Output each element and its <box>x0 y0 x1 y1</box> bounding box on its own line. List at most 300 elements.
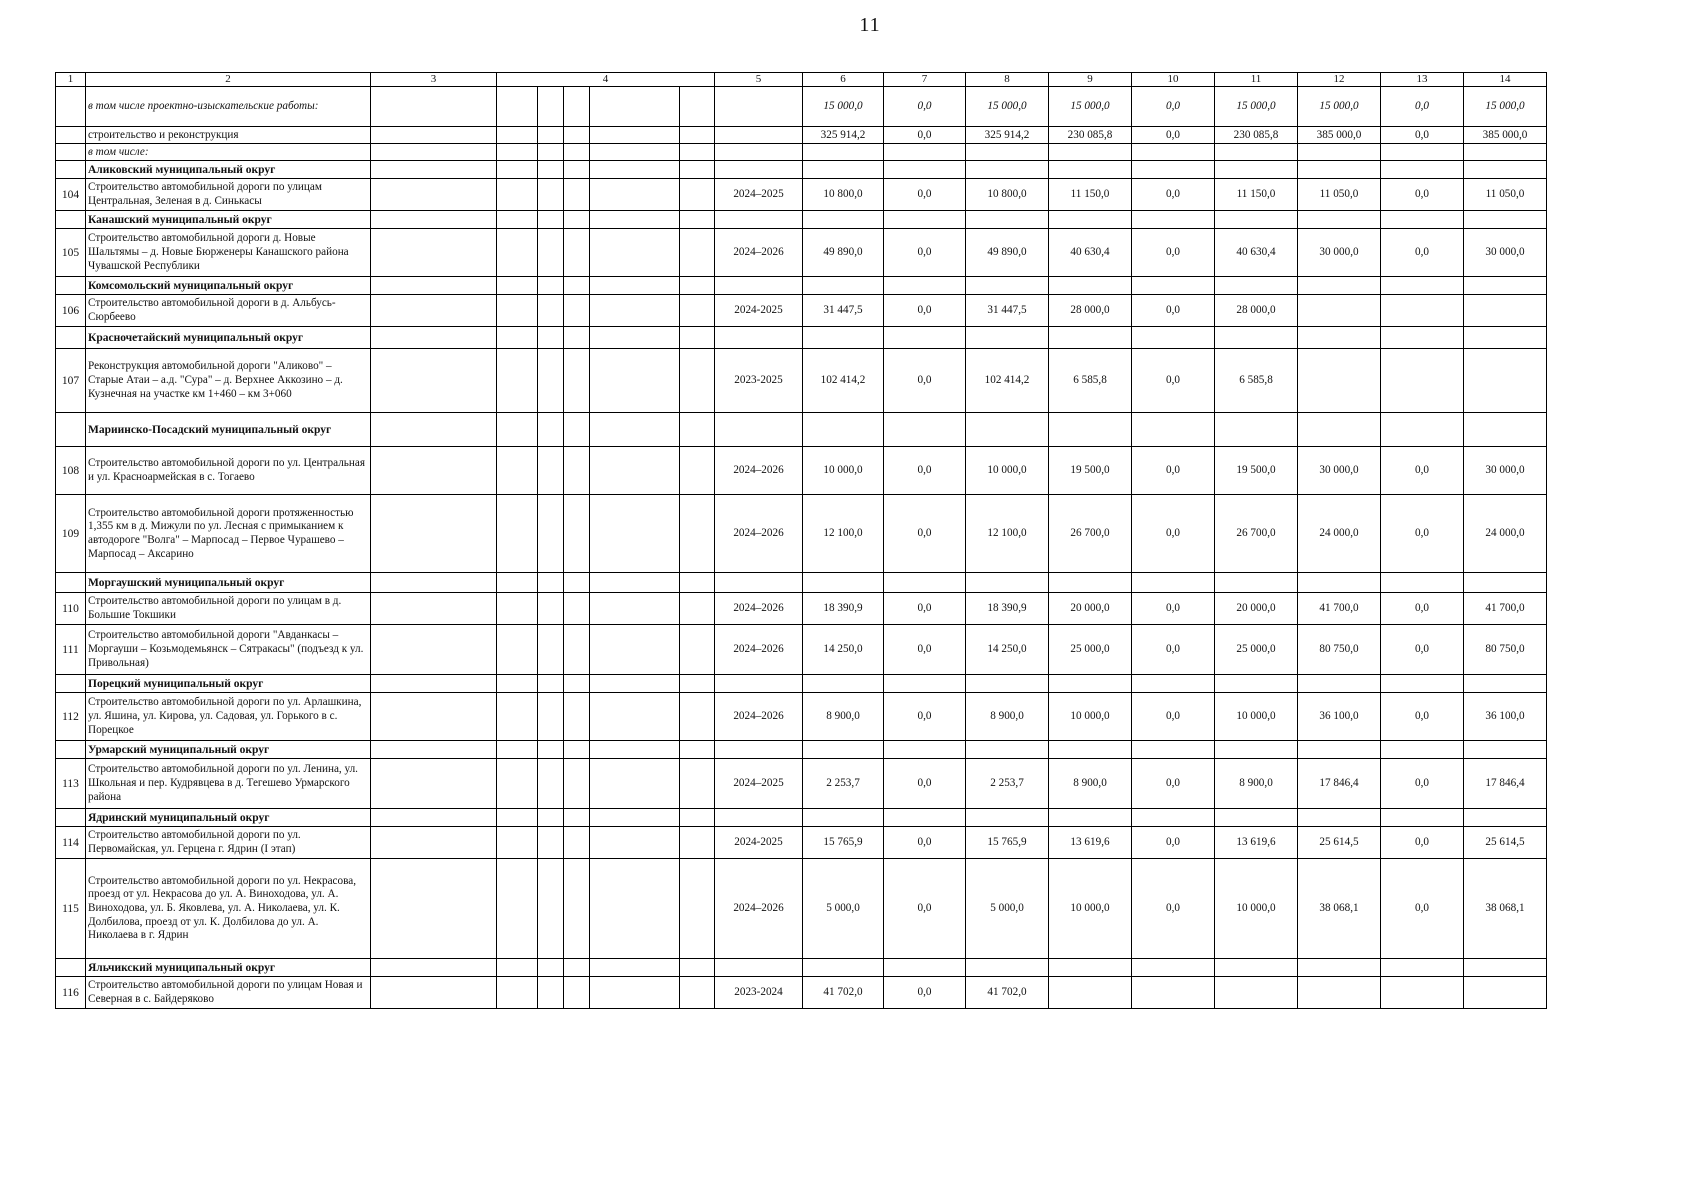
cell-col4 <box>564 675 590 693</box>
value-cell <box>1049 959 1132 977</box>
district-row <box>56 277 1547 295</box>
cell-col4 <box>680 295 715 327</box>
table-row <box>56 977 1547 1009</box>
cell-col4 <box>497 593 538 625</box>
value-cell <box>1132 144 1215 161</box>
value-cell <box>884 809 966 827</box>
cell-col4 <box>564 977 590 1009</box>
district-name: Аликовский муниципальный округ <box>86 161 371 179</box>
value-cell <box>1132 675 1215 693</box>
cell-col3 <box>371 144 497 161</box>
value-cell <box>803 809 884 827</box>
value-cell: 36 100,0 <box>1464 693 1547 741</box>
value-cell: 325 914,2 <box>966 127 1049 144</box>
value-cell: 80 750,0 <box>1298 625 1381 675</box>
cell-col4 <box>497 127 538 144</box>
cell-col3 <box>371 593 497 625</box>
cell-col3 <box>371 693 497 741</box>
value-cell <box>1132 809 1215 827</box>
cell-col4 <box>680 827 715 859</box>
cell-col4 <box>564 827 590 859</box>
value-cell: 0,0 <box>884 859 966 959</box>
cell-col4 <box>590 144 680 161</box>
cell-col4 <box>590 277 680 295</box>
cell-col4 <box>538 211 564 229</box>
object-name: Строительство автомобильной дороги протяженностью 1,355 км в д. Мижули по ул. Лесная с примыканием к автодороге "Волга" – Марпосад – Первое Чурашево – Марпосад – Аксарино <box>86 495 371 573</box>
value-cell <box>1464 573 1547 593</box>
value-cell: 49 890,0 <box>966 229 1049 277</box>
cell-col4 <box>497 413 538 447</box>
value-cell <box>884 675 966 693</box>
value-cell: 0,0 <box>1381 495 1464 573</box>
cell-col4 <box>538 127 564 144</box>
value-cell <box>1049 413 1132 447</box>
value-cell: 0,0 <box>884 495 966 573</box>
value-cell <box>1132 573 1215 593</box>
value-cell <box>1464 809 1547 827</box>
cell-col4 <box>564 327 590 349</box>
value-cell <box>803 211 884 229</box>
district-row <box>56 413 1547 447</box>
table-row <box>56 295 1547 327</box>
object-name: Строительство автомобильной дороги д. Новые Шальтямы – д. Новые Бюрженеры Канашского района Чувашской Республики <box>86 229 371 277</box>
cell-col4 <box>680 741 715 759</box>
value-cell: 10 000,0 <box>1215 693 1298 741</box>
cell-col4 <box>564 87 590 127</box>
value-cell <box>1381 349 1464 413</box>
value-cell: 26 700,0 <box>1215 495 1298 573</box>
cell-col4 <box>497 277 538 295</box>
period-cell <box>715 211 803 229</box>
value-cell: 230 085,8 <box>1049 127 1132 144</box>
cell-col3 <box>371 977 497 1009</box>
cell-col3 <box>371 573 497 593</box>
cell-col3 <box>371 959 497 977</box>
table-row <box>56 349 1547 413</box>
cell-col4 <box>538 495 564 573</box>
value-cell <box>1464 741 1547 759</box>
row-number: 116 <box>56 977 86 1009</box>
value-cell: 0,0 <box>884 229 966 277</box>
cell-col4 <box>564 759 590 809</box>
cell-col4 <box>680 87 715 127</box>
cell-col4 <box>590 229 680 277</box>
cell-col3 <box>371 625 497 675</box>
row-number <box>56 87 86 127</box>
column-header: 7 <box>884 73 966 87</box>
value-cell: 0,0 <box>884 87 966 127</box>
value-cell: 0,0 <box>1132 759 1215 809</box>
cell-col3 <box>371 447 497 495</box>
cell-col4 <box>564 413 590 447</box>
value-cell: 40 630,4 <box>1215 229 1298 277</box>
value-cell: 8 900,0 <box>1049 759 1132 809</box>
object-name: строительство и реконструкция <box>86 127 371 144</box>
value-cell: 30 000,0 <box>1298 447 1381 495</box>
value-cell <box>1464 675 1547 693</box>
value-cell: 0,0 <box>1132 127 1215 144</box>
value-cell: 0,0 <box>884 447 966 495</box>
value-cell <box>1298 161 1381 179</box>
cell-col4 <box>680 229 715 277</box>
value-cell: 13 619,6 <box>1215 827 1298 859</box>
district-name: Мариинско-Посадский муниципальный округ <box>86 413 371 447</box>
value-cell: 10 000,0 <box>1215 859 1298 959</box>
cell-col4 <box>680 859 715 959</box>
column-header: 12 <box>1298 73 1381 87</box>
cell-col4 <box>497 809 538 827</box>
column-header: 14 <box>1464 73 1547 87</box>
period-cell: 2023-2024 <box>715 977 803 1009</box>
value-cell: 8 900,0 <box>803 693 884 741</box>
value-cell <box>803 741 884 759</box>
district-name: Урмарский муниципальный округ <box>86 741 371 759</box>
cell-col4 <box>497 229 538 277</box>
object-name: Строительство автомобильной дороги по ул. Первомайская, ул. Герцена г. Ядрин (I этап) <box>86 827 371 859</box>
value-cell <box>1049 327 1132 349</box>
value-cell: 10 000,0 <box>966 447 1049 495</box>
cell-col4 <box>497 959 538 977</box>
value-cell: 38 068,1 <box>1464 859 1547 959</box>
value-cell: 18 390,9 <box>803 593 884 625</box>
row-number <box>56 959 86 977</box>
value-cell: 20 000,0 <box>1049 593 1132 625</box>
value-cell: 20 000,0 <box>1215 593 1298 625</box>
row-number: 111 <box>56 625 86 675</box>
page-number: 11 <box>859 14 881 36</box>
object-name: Строительство автомобильной дороги по ул. Центральная и ул. Красноармейская в с. Тогаево <box>86 447 371 495</box>
cell-col4 <box>538 675 564 693</box>
value-cell <box>966 144 1049 161</box>
value-cell <box>1464 277 1547 295</box>
cell-col4 <box>590 675 680 693</box>
value-cell: 25 000,0 <box>1049 625 1132 675</box>
cell-col4 <box>538 977 564 1009</box>
column-header: 6 <box>803 73 884 87</box>
cell-col3 <box>371 211 497 229</box>
period-cell <box>715 675 803 693</box>
cell-col4 <box>590 827 680 859</box>
subtotal-row <box>56 87 1547 127</box>
cell-col4 <box>590 693 680 741</box>
value-cell <box>1049 211 1132 229</box>
cell-col4 <box>564 741 590 759</box>
cell-col3 <box>371 87 497 127</box>
period-cell <box>715 573 803 593</box>
row-number <box>56 573 86 593</box>
value-cell <box>803 675 884 693</box>
value-cell <box>966 327 1049 349</box>
value-cell <box>966 959 1049 977</box>
cell-col4 <box>497 693 538 741</box>
value-cell: 0,0 <box>1381 827 1464 859</box>
value-cell <box>1381 211 1464 229</box>
cell-col4 <box>538 277 564 295</box>
value-cell <box>803 277 884 295</box>
cell-col4 <box>497 573 538 593</box>
value-cell: 6 585,8 <box>1215 349 1298 413</box>
value-cell: 0,0 <box>884 593 966 625</box>
row-number <box>56 675 86 693</box>
cell-col4 <box>680 693 715 741</box>
object-name: Строительство автомобильной дороги по ул. Арлашкина, ул. Яшина, ул. Кирова, ул. Садовая, ул. Горького в с. Порецкое <box>86 693 371 741</box>
table-row <box>56 179 1547 211</box>
value-cell <box>1298 573 1381 593</box>
value-cell <box>1215 144 1298 161</box>
cell-col4 <box>538 295 564 327</box>
value-cell: 14 250,0 <box>803 625 884 675</box>
value-cell: 0,0 <box>884 759 966 809</box>
cell-col4 <box>564 144 590 161</box>
value-cell <box>803 413 884 447</box>
cell-col4 <box>564 211 590 229</box>
value-cell <box>1049 809 1132 827</box>
value-cell: 0,0 <box>1132 625 1215 675</box>
value-cell: 30 000,0 <box>1464 229 1547 277</box>
value-cell <box>1298 413 1381 447</box>
value-cell <box>884 959 966 977</box>
district-name: Яльчикский муниципальный округ <box>86 959 371 977</box>
value-cell: 25 614,5 <box>1298 827 1381 859</box>
cell-col4 <box>497 349 538 413</box>
value-cell: 30 000,0 <box>1464 447 1547 495</box>
value-cell <box>1298 144 1381 161</box>
row-number: 110 <box>56 593 86 625</box>
value-cell: 11 050,0 <box>1464 179 1547 211</box>
cell-col4 <box>590 959 680 977</box>
value-cell: 0,0 <box>1381 593 1464 625</box>
value-cell: 0,0 <box>884 827 966 859</box>
cell-col4 <box>538 625 564 675</box>
value-cell: 28 000,0 <box>1049 295 1132 327</box>
value-cell <box>1464 413 1547 447</box>
cell-col4 <box>538 349 564 413</box>
cell-col4 <box>680 759 715 809</box>
value-cell: 10 800,0 <box>966 179 1049 211</box>
value-cell: 41 700,0 <box>1298 593 1381 625</box>
cell-col4 <box>538 179 564 211</box>
district-row <box>56 327 1547 349</box>
table-row <box>56 693 1547 741</box>
cell-col4 <box>564 447 590 495</box>
value-cell: 12 100,0 <box>803 495 884 573</box>
period-cell <box>715 327 803 349</box>
value-cell: 230 085,8 <box>1215 127 1298 144</box>
value-cell <box>1298 349 1381 413</box>
cell-col3 <box>371 161 497 179</box>
cell-col4 <box>680 179 715 211</box>
table-row <box>56 495 1547 573</box>
column-header: 5 <box>715 73 803 87</box>
table-row <box>56 759 1547 809</box>
district-row <box>56 809 1547 827</box>
value-cell: 10 000,0 <box>1049 693 1132 741</box>
table-row <box>56 859 1547 959</box>
value-cell <box>1049 741 1132 759</box>
object-name: Строительство автомобильной дороги по улицам Новая и Северная в с. Байдеряково <box>86 977 371 1009</box>
value-cell <box>1132 161 1215 179</box>
row-number: 104 <box>56 179 86 211</box>
value-cell <box>884 161 966 179</box>
cell-col4 <box>590 295 680 327</box>
cell-col4 <box>590 179 680 211</box>
period-cell <box>715 87 803 127</box>
value-cell: 28 000,0 <box>1215 295 1298 327</box>
value-cell <box>966 413 1049 447</box>
value-cell: 41 700,0 <box>1464 593 1547 625</box>
value-cell: 11 150,0 <box>1215 179 1298 211</box>
value-cell: 24 000,0 <box>1464 495 1547 573</box>
object-name: в том числе проектно-изыскательские работы: <box>86 87 371 127</box>
row-number <box>56 809 86 827</box>
period-cell: 2024–2026 <box>715 693 803 741</box>
value-cell: 12 100,0 <box>966 495 1049 573</box>
cell-col4 <box>680 625 715 675</box>
cell-col4 <box>564 495 590 573</box>
cell-col4 <box>590 573 680 593</box>
cell-col4 <box>680 211 715 229</box>
value-cell <box>884 144 966 161</box>
value-cell: 15 000,0 <box>966 87 1049 127</box>
row-number: 113 <box>56 759 86 809</box>
district-name: Ядринский муниципальный округ <box>86 809 371 827</box>
value-cell: 15 000,0 <box>1464 87 1547 127</box>
cell-col4 <box>590 741 680 759</box>
value-cell: 2 253,7 <box>966 759 1049 809</box>
cell-col4 <box>497 179 538 211</box>
value-cell <box>966 161 1049 179</box>
value-cell <box>1464 144 1547 161</box>
period-cell: 2024–2026 <box>715 859 803 959</box>
column-header: 10 <box>1132 73 1215 87</box>
cell-col3 <box>371 327 497 349</box>
value-cell <box>1215 675 1298 693</box>
cell-col4 <box>564 127 590 144</box>
period-cell <box>715 127 803 144</box>
value-cell: 15 765,9 <box>966 827 1049 859</box>
value-cell <box>884 211 966 229</box>
subtotal-row <box>56 144 1547 161</box>
cell-col4 <box>497 859 538 959</box>
cell-col4 <box>564 859 590 959</box>
value-cell: 0,0 <box>1132 495 1215 573</box>
table-row <box>56 593 1547 625</box>
value-cell <box>1298 741 1381 759</box>
column-header: 3 <box>371 73 497 87</box>
value-cell: 10 000,0 <box>1049 859 1132 959</box>
value-cell: 0,0 <box>1381 87 1464 127</box>
cell-col4 <box>590 625 680 675</box>
cell-col4 <box>680 127 715 144</box>
value-cell: 0,0 <box>1132 349 1215 413</box>
value-cell <box>1049 144 1132 161</box>
cell-col4 <box>680 675 715 693</box>
period-cell: 2024–2026 <box>715 229 803 277</box>
object-name: Строительство автомобильной дороги по улицам Центральная, Зеленая в д. Синькасы <box>86 179 371 211</box>
value-cell <box>884 327 966 349</box>
value-cell <box>1298 327 1381 349</box>
cell-col4 <box>538 809 564 827</box>
value-cell <box>803 573 884 593</box>
value-cell <box>1381 573 1464 593</box>
cell-col4 <box>497 495 538 573</box>
value-cell <box>1381 959 1464 977</box>
value-cell: 10 800,0 <box>803 179 884 211</box>
district-row <box>56 675 1547 693</box>
row-number <box>56 277 86 295</box>
object-name: Строительство автомобильной дороги в д. Альбусь-Сюрбеево <box>86 295 371 327</box>
cell-col4 <box>538 327 564 349</box>
table-row <box>56 827 1547 859</box>
value-cell <box>1464 349 1547 413</box>
period-cell <box>715 144 803 161</box>
value-cell: 17 846,4 <box>1298 759 1381 809</box>
value-cell: 14 250,0 <box>966 625 1049 675</box>
value-cell: 0,0 <box>884 179 966 211</box>
subtotal-row <box>56 127 1547 144</box>
value-cell <box>1298 809 1381 827</box>
header-row <box>56 73 1547 87</box>
row-number: 114 <box>56 827 86 859</box>
row-number <box>56 161 86 179</box>
value-cell: 385 000,0 <box>1464 127 1547 144</box>
value-cell <box>884 277 966 295</box>
value-cell <box>1215 809 1298 827</box>
value-cell <box>1132 959 1215 977</box>
value-cell: 102 414,2 <box>803 349 884 413</box>
value-cell <box>1381 413 1464 447</box>
value-cell <box>1464 977 1547 1009</box>
value-cell <box>1132 277 1215 295</box>
cell-col3 <box>371 295 497 327</box>
value-cell: 0,0 <box>1132 827 1215 859</box>
object-name: Строительство автомобильной дороги по ул. Ленина, ул. Школьная и пер. Кудрявцева в д. Тегешево Урмарского района <box>86 759 371 809</box>
cell-col4 <box>680 277 715 295</box>
row-number: 107 <box>56 349 86 413</box>
value-cell <box>966 573 1049 593</box>
row-number <box>56 144 86 161</box>
row-number: 106 <box>56 295 86 327</box>
cell-col4 <box>538 447 564 495</box>
value-cell: 0,0 <box>1132 593 1215 625</box>
value-cell <box>1132 741 1215 759</box>
period-cell <box>715 161 803 179</box>
value-cell: 25 000,0 <box>1215 625 1298 675</box>
object-name: Строительство автомобильной дороги "Авданкасы – Моргауши – Козьмодемьянск – Сятракасы" (подъезд к ул. Привольная) <box>86 625 371 675</box>
row-number: 105 <box>56 229 86 277</box>
value-cell: 40 630,4 <box>1049 229 1132 277</box>
cell-col4 <box>590 977 680 1009</box>
cell-col3 <box>371 741 497 759</box>
cell-col4 <box>590 349 680 413</box>
cell-col4 <box>497 295 538 327</box>
value-cell <box>1298 277 1381 295</box>
value-cell: 0,0 <box>884 295 966 327</box>
value-cell: 0,0 <box>1132 693 1215 741</box>
cell-col4 <box>497 447 538 495</box>
value-cell: 102 414,2 <box>966 349 1049 413</box>
district-name: Моргаушский муниципальный округ <box>86 573 371 593</box>
value-cell <box>1132 211 1215 229</box>
value-cell <box>1381 741 1464 759</box>
cell-col4 <box>590 127 680 144</box>
value-cell <box>1132 977 1215 1009</box>
row-number: 115 <box>56 859 86 959</box>
cell-col4 <box>564 229 590 277</box>
table-row <box>56 625 1547 675</box>
row-number <box>56 211 86 229</box>
cell-col4 <box>590 447 680 495</box>
